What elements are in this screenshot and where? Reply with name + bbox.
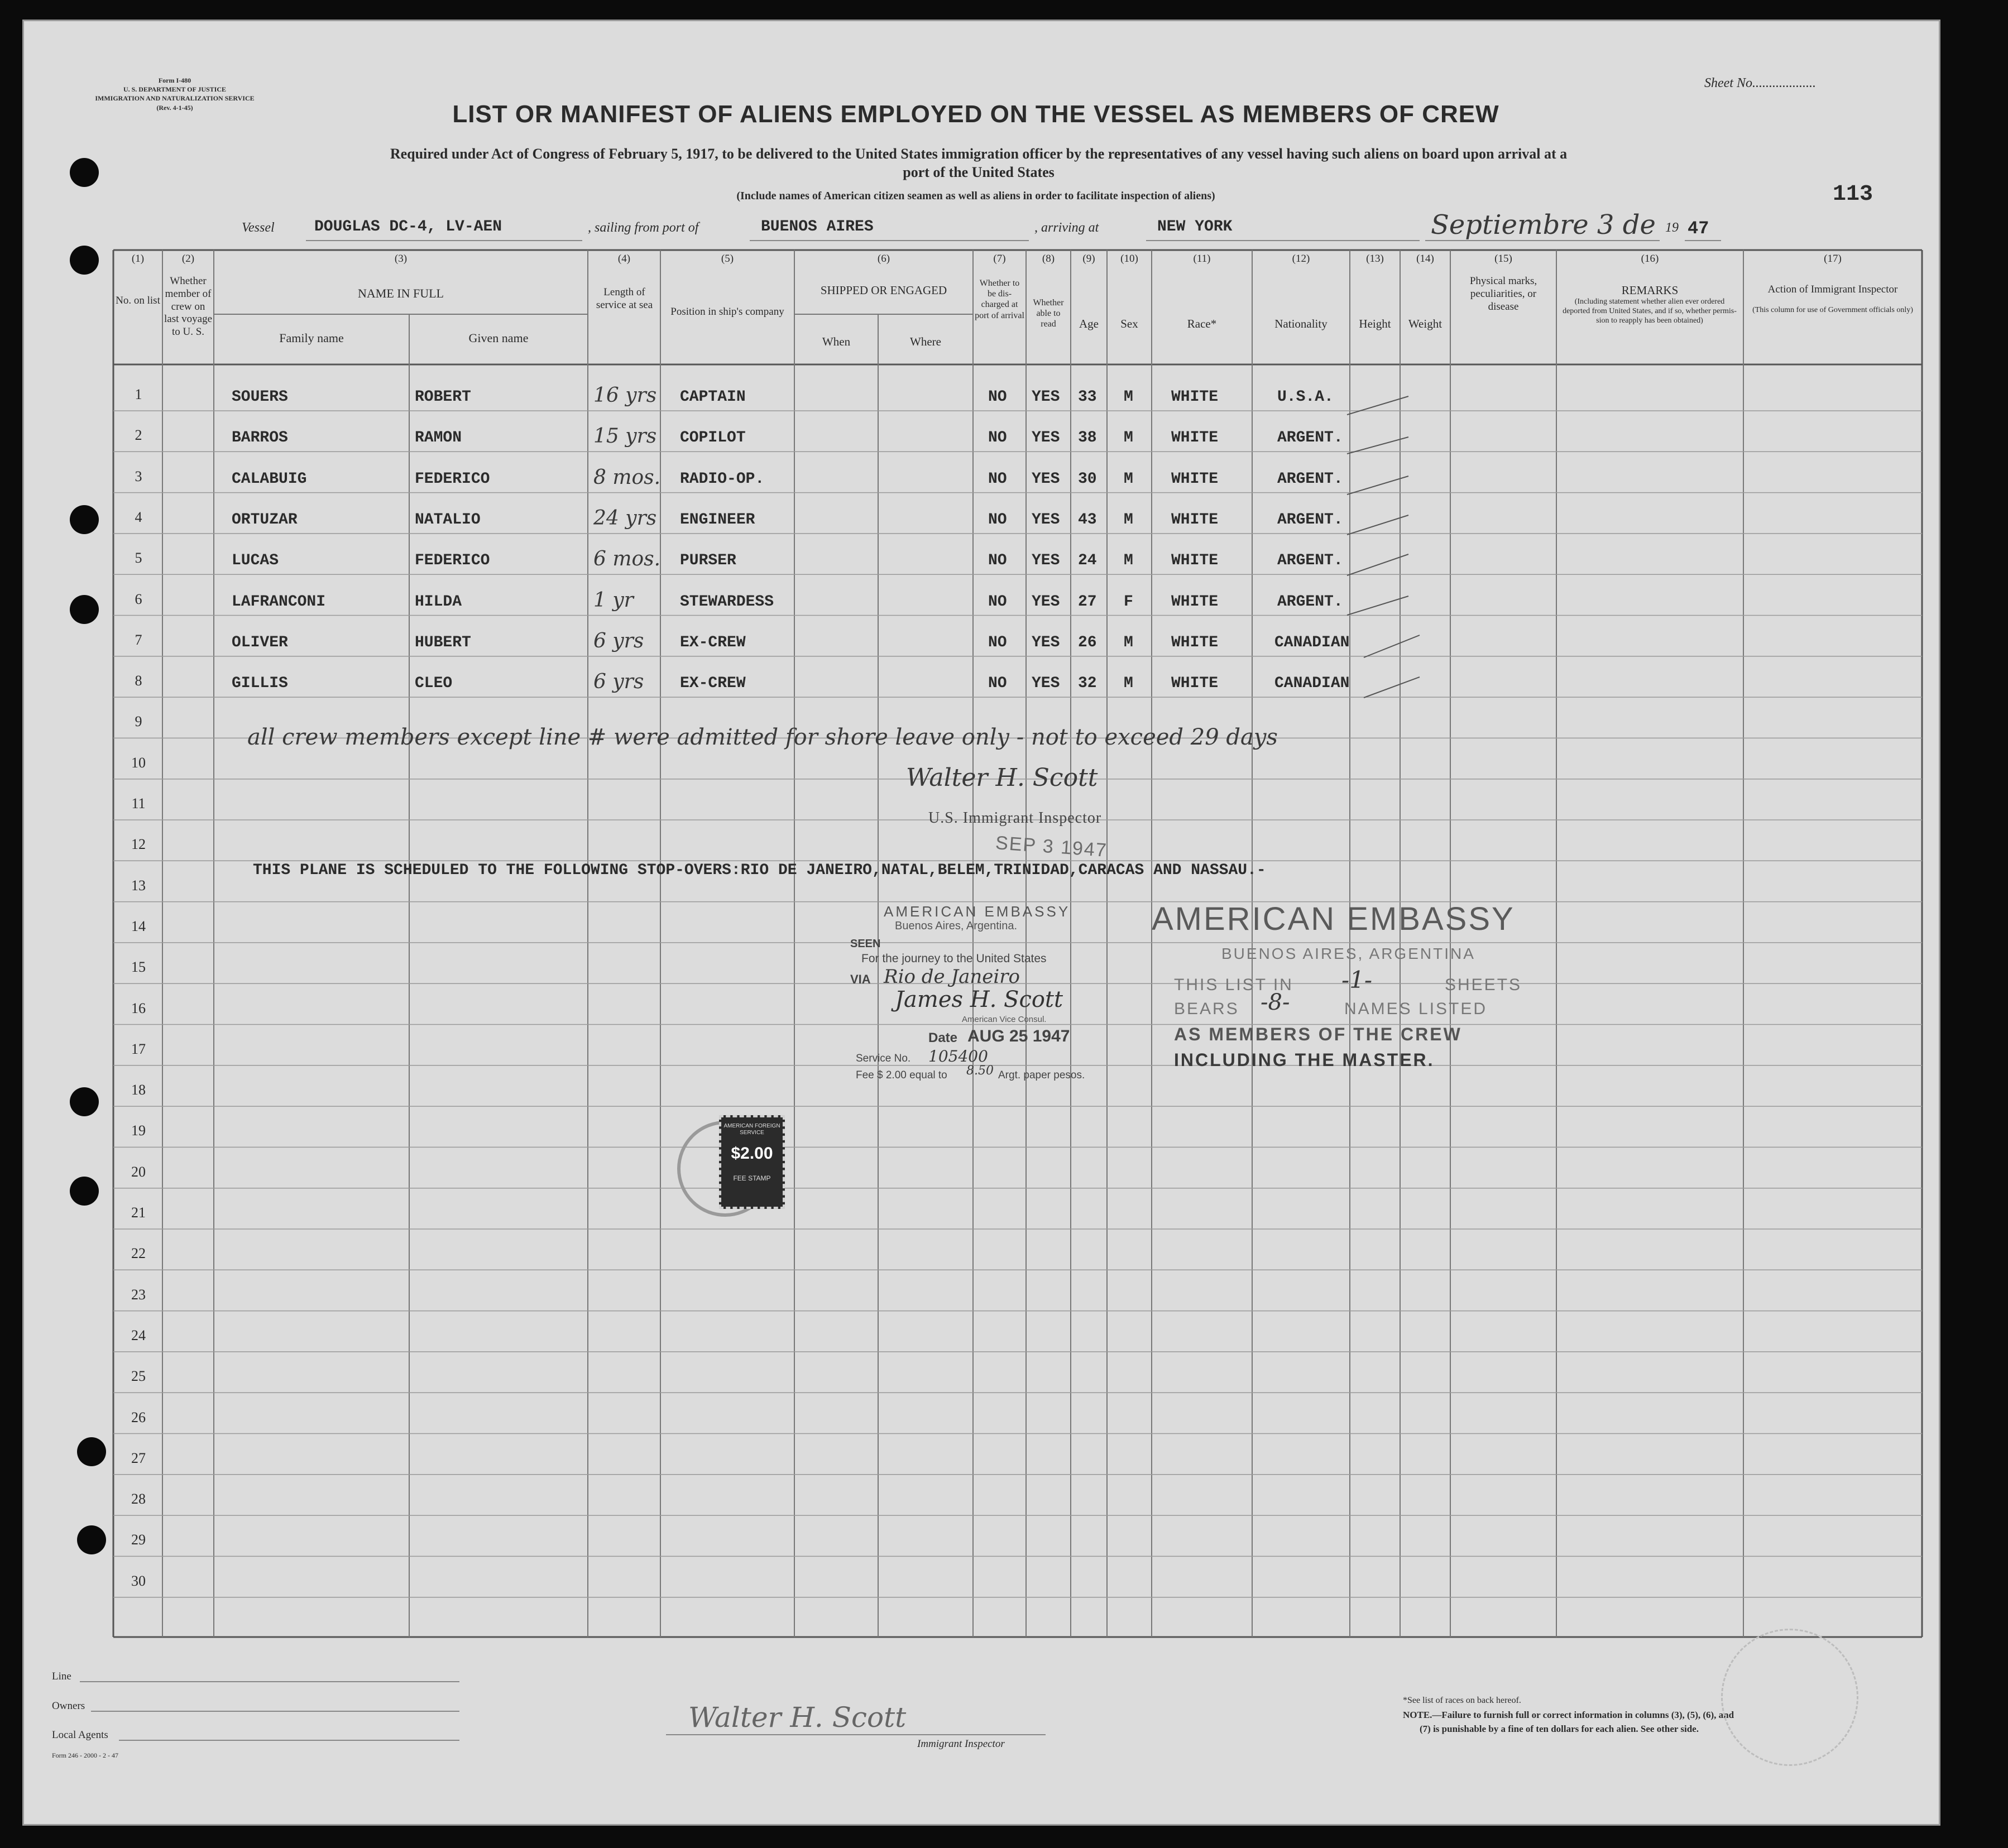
nationality-cell: ARGENT. <box>1277 429 1343 447</box>
header-length-service: Length of service at sea <box>596 286 653 311</box>
row-number: 21 <box>131 1204 146 1221</box>
service-name: IMMIGRATION AND NATURALIZATION SERVICE <box>95 94 255 103</box>
footer-signature-title: Immigrant Inspector <box>917 1738 1005 1750</box>
header-name-in-full: NAME IN FULL <box>358 286 444 300</box>
form-revision: (Rev. 4-1-45) <box>156 103 193 112</box>
age-cell: 33 <box>1078 388 1097 406</box>
row-number: 5 <box>135 550 142 567</box>
header-height: Height <box>1359 317 1391 330</box>
embassy-stamp-crew-line: AS MEMBERS OF THE CREW <box>1174 1024 1462 1044</box>
embassy-stamp-list-label: THIS LIST IN <box>1174 976 1293 994</box>
department: U. S. DEPARTMENT OF JUSTICE <box>123 85 227 94</box>
port-to-value: NEW YORK <box>1157 218 1233 236</box>
given-name-cell: FEDERICO <box>415 470 490 488</box>
race-cell: WHITE <box>1171 675 1219 693</box>
header-remarks: REMARKS <box>1621 284 1679 297</box>
row-number: 6 <box>135 591 142 607</box>
punch-hole <box>70 1087 99 1116</box>
row-number: 27 <box>131 1449 146 1466</box>
manifest-sheet <box>22 20 1940 1826</box>
row-number: 2 <box>135 427 142 444</box>
row-number: 30 <box>131 1572 146 1589</box>
row-number: 11 <box>131 795 146 812</box>
row-number: 18 <box>131 1082 146 1098</box>
consular-stamp-journey: For the journey to the United States <box>861 952 1047 965</box>
embassy-stamp-names-count: -8- <box>1261 990 1290 1015</box>
embassy-stamp-city: BUENOS AIRES, ARGENTINA <box>1221 945 1475 962</box>
family-name-cell: GILLIS <box>232 675 288 693</box>
punch-hole <box>70 595 99 624</box>
family-name-cell: BARROS <box>232 429 288 447</box>
consular-date-label: Date <box>928 1030 958 1045</box>
able-to-read-cell: YES <box>1032 675 1060 693</box>
punch-hole <box>70 158 99 187</box>
position-cell: ENGINEER <box>680 511 755 529</box>
header-family-name: Family name <box>279 331 344 345</box>
consular-stamp-city: Buenos Aires, Argentina. <box>895 920 1018 932</box>
position-cell: EX-CREW <box>680 675 746 693</box>
embassy-stamp-title: AMERICAN EMBASSY <box>1152 901 1515 937</box>
row-number: 23 <box>131 1286 146 1303</box>
nationality-cell: CANADIAN <box>1274 675 1350 693</box>
col-number-5: (5) <box>721 253 734 265</box>
header-sex: Sex <box>1120 317 1138 330</box>
length-of-service-cell: 15 yrs <box>593 425 657 448</box>
position-cell: EX-CREW <box>680 633 746 651</box>
punch-hole <box>70 1177 99 1206</box>
age-cell: 27 <box>1078 593 1097 611</box>
family-name-cell: ORTUZAR <box>232 511 298 529</box>
embassy-stamp-names-label: NAMES LISTED <box>1344 1000 1488 1018</box>
race-cell: WHITE <box>1171 429 1219 447</box>
row-number: 17 <box>131 1040 146 1057</box>
fee-stamp-value: $2.00 <box>731 1144 773 1163</box>
footer-line-label: Line <box>52 1671 71 1682</box>
length-of-service-cell: 6 yrs <box>593 629 644 652</box>
length-of-service-cell: 6 mos. <box>593 548 661 571</box>
position-cell: STEWARDESS <box>680 593 774 611</box>
row-number: 8 <box>135 673 142 689</box>
discharged-cell: NO <box>988 470 1007 488</box>
col-number-10: (10) <box>1120 253 1138 265</box>
col-number-14: (14) <box>1416 253 1434 265</box>
able-to-read-cell: YES <box>1032 429 1060 447</box>
row-number: 7 <box>135 631 142 648</box>
able-to-read-cell: YES <box>1032 633 1060 651</box>
able-to-read-cell: YES <box>1032 511 1060 529</box>
position-cell: COPILOT <box>680 429 746 447</box>
sex-cell: M <box>1124 388 1133 406</box>
consular-date-value: AUG 25 1947 <box>967 1027 1070 1045</box>
given-name-cell: NATALIO <box>415 511 481 529</box>
consular-stamp-title: AMERICAN EMBASSY <box>884 903 1071 920</box>
include-note: (Include names of American citizen seamen as well as aliens in order to facilitate inspection of aliens) <box>736 190 1215 202</box>
embassy-stamp-sheets-count: -1- <box>1341 966 1373 993</box>
col-number-17: (17) <box>1824 253 1842 265</box>
header-action-inspector: Action of Immigrant Inspector <box>1767 284 1898 295</box>
service-number-label: Service No. <box>856 1053 911 1064</box>
col-number-7: (7) <box>993 253 1006 265</box>
punch-hole <box>77 1437 106 1466</box>
given-name-cell: HILDA <box>415 593 462 611</box>
header-where: Where <box>910 335 941 348</box>
header-no-on-list: No. on list <box>116 295 160 306</box>
col-number-15: (15) <box>1494 253 1512 265</box>
service-number-value: 105400 <box>928 1047 988 1065</box>
header-when: When <box>822 335 851 348</box>
fee-currency: Argt. paper pesos. <box>998 1069 1085 1081</box>
age-cell: 30 <box>1078 470 1097 488</box>
nationality-cell: CANADIAN <box>1274 633 1350 651</box>
consul-title: American Vice Consul. <box>962 1015 1047 1024</box>
position-cell: CAPTAIN <box>680 388 746 406</box>
consular-stamp-seen: SEEN <box>850 938 881 950</box>
footer-agents-label: Local Agents <box>52 1729 108 1741</box>
given-name-cell: FEDERICO <box>415 552 490 570</box>
header-race: Race* <box>1187 317 1217 330</box>
col-number-9: (9) <box>1082 253 1095 265</box>
given-name-cell: RAMON <box>415 429 462 447</box>
sex-cell: M <box>1124 429 1133 447</box>
shore-leave-note: all crew members except line # were admitted for shore leave only - not to exceed 29 days <box>247 724 1278 750</box>
nationality-cell: ARGENT. <box>1277 552 1343 570</box>
header-weight: Weight <box>1408 317 1442 330</box>
able-to-read-cell: YES <box>1032 470 1060 488</box>
requirement-text: Required under Act of Congress of February 5, 1917, to be delivered to the United States immigration officer by the representatives of any vessel having such aliens on board upon arrival at a port of the United States <box>390 146 1568 180</box>
port-from-value: BUENOS AIRES <box>761 218 874 236</box>
family-name-cell: CALABUIG <box>232 470 307 488</box>
header-given-name: Given name <box>468 331 529 345</box>
embassy-stamp-master-line: INCLUDING THE MASTER. <box>1174 1050 1435 1070</box>
header-discharged: Whether to be dis-charged at port of arrival <box>975 279 1024 320</box>
consul-signature: James H. Scott <box>895 987 1063 1012</box>
length-of-service-cell: 24 yrs <box>593 506 657 530</box>
row-number: 15 <box>131 959 146 976</box>
family-name-cell: OLIVER <box>232 633 288 651</box>
family-name-cell: LAFRANCONI <box>232 593 326 611</box>
row-number: 16 <box>131 1000 146 1016</box>
row-number: 12 <box>131 836 146 853</box>
discharged-cell: NO <box>988 593 1007 611</box>
age-cell: 32 <box>1078 675 1097 693</box>
col-number-16: (16) <box>1641 253 1659 265</box>
row-number: 29 <box>131 1532 146 1548</box>
age-cell: 43 <box>1078 511 1097 529</box>
penalty-note-line1: NOTE.—Failure to furnish full or correct information in columns (3), (5), (6), and <box>1403 1710 1734 1720</box>
discharged-cell: NO <box>988 511 1007 529</box>
race-cell: WHITE <box>1171 388 1219 406</box>
punch-hole <box>70 246 99 275</box>
sex-cell: M <box>1124 675 1133 693</box>
row-number: 10 <box>131 754 146 771</box>
sex-cell: M <box>1124 470 1133 488</box>
header-action-note: (This column for use of Government officials only) <box>1752 306 1913 314</box>
sex-cell: M <box>1124 511 1133 529</box>
age-cell: 26 <box>1078 633 1097 651</box>
position-cell: PURSER <box>680 552 736 570</box>
header-member-last-voyage: Whether member of crew on last voyage to U. S. <box>164 275 213 338</box>
races-note: *See list of races on back hereof. <box>1403 1696 1521 1705</box>
position-cell: RADIO-OP. <box>680 470 765 488</box>
nationality-cell: ARGENT. <box>1277 593 1343 611</box>
age-cell: 38 <box>1078 429 1097 447</box>
col-number-6: (6) <box>877 253 890 265</box>
col-number-3: (3) <box>394 253 408 265</box>
penalty-note-line2: (7) is punishable by a fine of ten dollars for each alien. See other side. <box>1420 1724 1699 1734</box>
sex-cell: M <box>1124 633 1133 651</box>
page-number: 113 <box>1833 182 1873 207</box>
discharged-cell: NO <box>988 429 1007 447</box>
consular-stamp-via-label: VIA <box>850 972 871 986</box>
vessel-label: Vessel <box>242 220 275 235</box>
footer-lines <box>24 21 1939 1824</box>
age-cell: 24 <box>1078 552 1097 570</box>
header-nationality: Nationality <box>1274 317 1328 330</box>
header-remarks-note: (Including statement whether alien ever ordered deported from United States, and if so, whether permis-sion to reapply has been obtained) <box>1563 297 1737 325</box>
sheet-number-label: Sheet No................... <box>1704 76 1816 90</box>
race-cell: WHITE <box>1171 511 1219 529</box>
embassy-stamp-bears-label: BEARS <box>1174 1000 1239 1018</box>
header-able-to-read: Whether able to read <box>1033 298 1064 329</box>
race-cell: WHITE <box>1171 470 1219 488</box>
row-number: 19 <box>131 1122 146 1139</box>
fee-stamp-footer: FEE STAMP <box>733 1174 771 1182</box>
row-number: 3 <box>135 468 142 484</box>
discharged-cell: NO <box>988 552 1007 570</box>
faint-seal <box>1721 1629 1858 1766</box>
able-to-read-cell: YES <box>1032 593 1060 611</box>
length-of-service-cell: 6 yrs <box>593 670 644 694</box>
header-physical-marks: Physical marks, peculiarities, or disease <box>1469 275 1537 313</box>
vessel-value: DOUGLAS DC-4, LV-AEN <box>314 218 502 236</box>
race-cell: WHITE <box>1171 552 1219 570</box>
race-cell: WHITE <box>1171 593 1219 611</box>
sex-cell: F <box>1124 593 1133 611</box>
col-number-11: (11) <box>1193 253 1211 265</box>
stopovers-note: THIS PLANE IS SCHEDULED TO THE FOLLOWING STOP-OVERS:RIO DE JANEIRO,NATAL,BELEM,TRINIDAD,CARACAS AND NASSAU.- <box>253 862 1266 879</box>
col-number-13: (13) <box>1366 253 1384 265</box>
arrival-date-handwritten: Septiembre 3 de <box>1431 209 1656 241</box>
row-number: 22 <box>131 1245 146 1262</box>
fee-amount: 8.50 <box>966 1064 994 1078</box>
given-name-cell: HUBERT <box>415 633 471 651</box>
discharged-cell: NO <box>988 675 1007 693</box>
sailing-label: , sailing from port of <box>588 220 699 235</box>
header-position: Position in ship's company <box>670 306 784 318</box>
given-name-cell: CLEO <box>415 675 453 693</box>
col-number-2: (2) <box>181 253 195 265</box>
consular-stamp-via-city: Rio de Janeiro <box>884 966 1020 988</box>
year-value: 47 <box>1688 218 1709 239</box>
form-number: Form I-480 <box>158 76 191 84</box>
row-number: 13 <box>131 877 146 894</box>
nationality-cell: ARGENT. <box>1277 511 1343 529</box>
family-name-cell: SOUERS <box>232 388 288 406</box>
fee-stamp-header: AMERICAN FOREIGN SERVICE <box>723 1123 780 1136</box>
sex-cell: M <box>1124 552 1133 570</box>
col-number-12: (12) <box>1292 253 1310 265</box>
fee-label: Fee $ 2.00 equal to <box>856 1069 947 1081</box>
length-of-service-cell: 8 mos. <box>593 465 661 489</box>
col-number-4: (4) <box>617 253 631 265</box>
punch-hole <box>77 1525 106 1554</box>
footer-signature: Walter H. Scott <box>688 1701 907 1734</box>
inspector-title: U.S. Immigrant Inspector <box>928 809 1102 827</box>
length-of-service-cell: 1 yr <box>593 588 634 612</box>
date-stamp: SEP 3 1947 <box>994 832 1108 861</box>
nationality-cell: U.S.A. <box>1277 388 1334 406</box>
discharged-cell: NO <box>988 633 1007 651</box>
row-number: 4 <box>135 508 142 525</box>
row-number: 28 <box>131 1491 146 1508</box>
col-number-8: (8) <box>1042 253 1055 265</box>
race-cell: WHITE <box>1171 633 1219 651</box>
header-shipped-engaged: SHIPPED OR ENGAGED <box>820 284 947 297</box>
footer-form-print: Form 246 - 2000 - 2 - 47 <box>52 1751 118 1759</box>
row-number: 26 <box>131 1409 146 1425</box>
arriving-label: , arriving at <box>1034 220 1099 235</box>
able-to-read-cell: YES <box>1032 388 1060 406</box>
given-name-cell: ROBERT <box>415 388 471 406</box>
family-name-cell: LUCAS <box>232 552 279 570</box>
row-number: 9 <box>135 713 142 730</box>
row-number: 20 <box>131 1163 146 1180</box>
inspector-signature: Walter H. Scott <box>906 764 1098 792</box>
row-number: 25 <box>131 1368 146 1385</box>
row-number: 1 <box>135 386 142 402</box>
nationality-cell: ARGENT. <box>1277 470 1343 488</box>
row-number: 14 <box>131 918 146 934</box>
row-number: 24 <box>131 1327 146 1343</box>
length-of-service-cell: 16 yrs <box>593 384 657 407</box>
form-title: LIST OR MANIFEST OF ALIENS EMPLOYED ON THE VESSEL AS MEMBERS OF CREW <box>452 100 1499 128</box>
col-number-1: (1) <box>131 253 145 265</box>
footer-owners-label: Owners <box>52 1700 85 1712</box>
able-to-read-cell: YES <box>1032 552 1060 570</box>
punch-hole <box>70 505 99 534</box>
embassy-stamp-sheets-label: SHEETS <box>1445 976 1522 994</box>
discharged-cell: NO <box>988 388 1007 406</box>
header-age: Age <box>1079 317 1099 330</box>
year-prefix: 19 <box>1665 220 1679 235</box>
